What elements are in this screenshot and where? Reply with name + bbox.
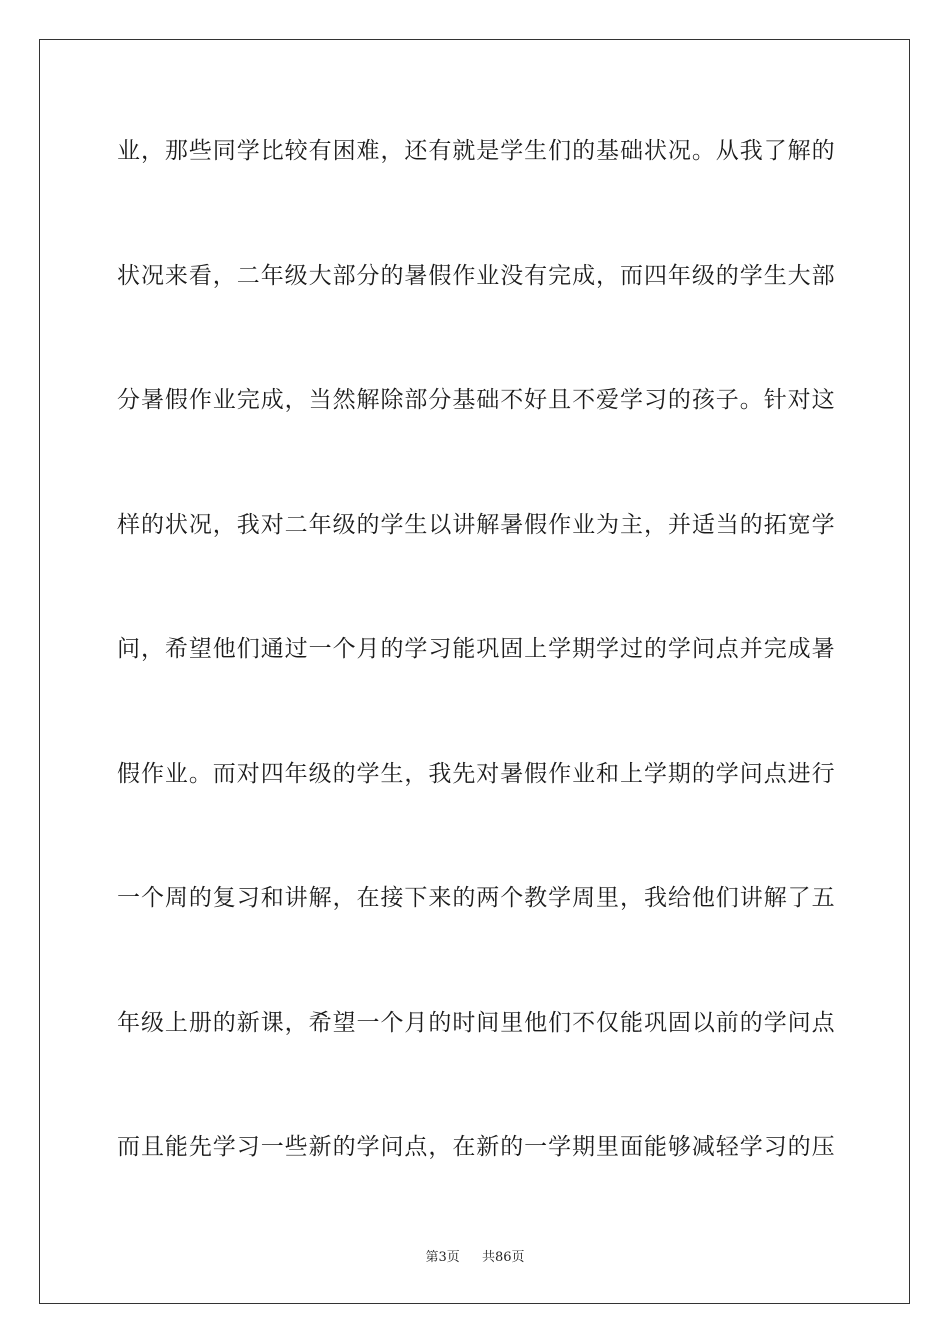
paragraph-line: 业，那些同学比较有困难，还有就是学生们的基础状况。从我了解的: [117, 138, 835, 164]
paragraph-line: 分暑假作业完成，当然解除部分基础不好且不爱学习的孩子。针对这: [117, 387, 835, 413]
paragraph-line: 假作业。而对四年级的学生，我先对暑假作业和上学期的学问点进行: [117, 760, 835, 787]
paragraph-line: 而且能先学习一些新的学问点，在新的一学期里面能够减轻学习的压: [117, 1134, 835, 1160]
page-number: 第3页: [425, 1250, 460, 1265]
paragraph-line: 状况来看，二年级大部分的暑假作业没有完成，而四年级的学生大部: [117, 262, 835, 289]
document-body: [117, 127, 837, 1248]
page-footer: [0, 1246, 950, 1265]
paragraph-line: 样的状况，我对二年级的学生以讲解暑假作业为主，并适当的拓宽学: [117, 511, 835, 538]
paragraph-line: 问，希望他们通过一个月的学习能巩固上学期学过的学问点并完成暑: [117, 636, 835, 662]
page-total: 共86页: [482, 1250, 525, 1265]
paragraph-line: 一个周的复习和讲解，在接下来的两个教学周里，我给他们讲解了五: [117, 885, 835, 911]
paragraph-line: 年级上册的新课，希望一个月的时间里他们不仅能巩固以前的学问点: [117, 1009, 835, 1036]
